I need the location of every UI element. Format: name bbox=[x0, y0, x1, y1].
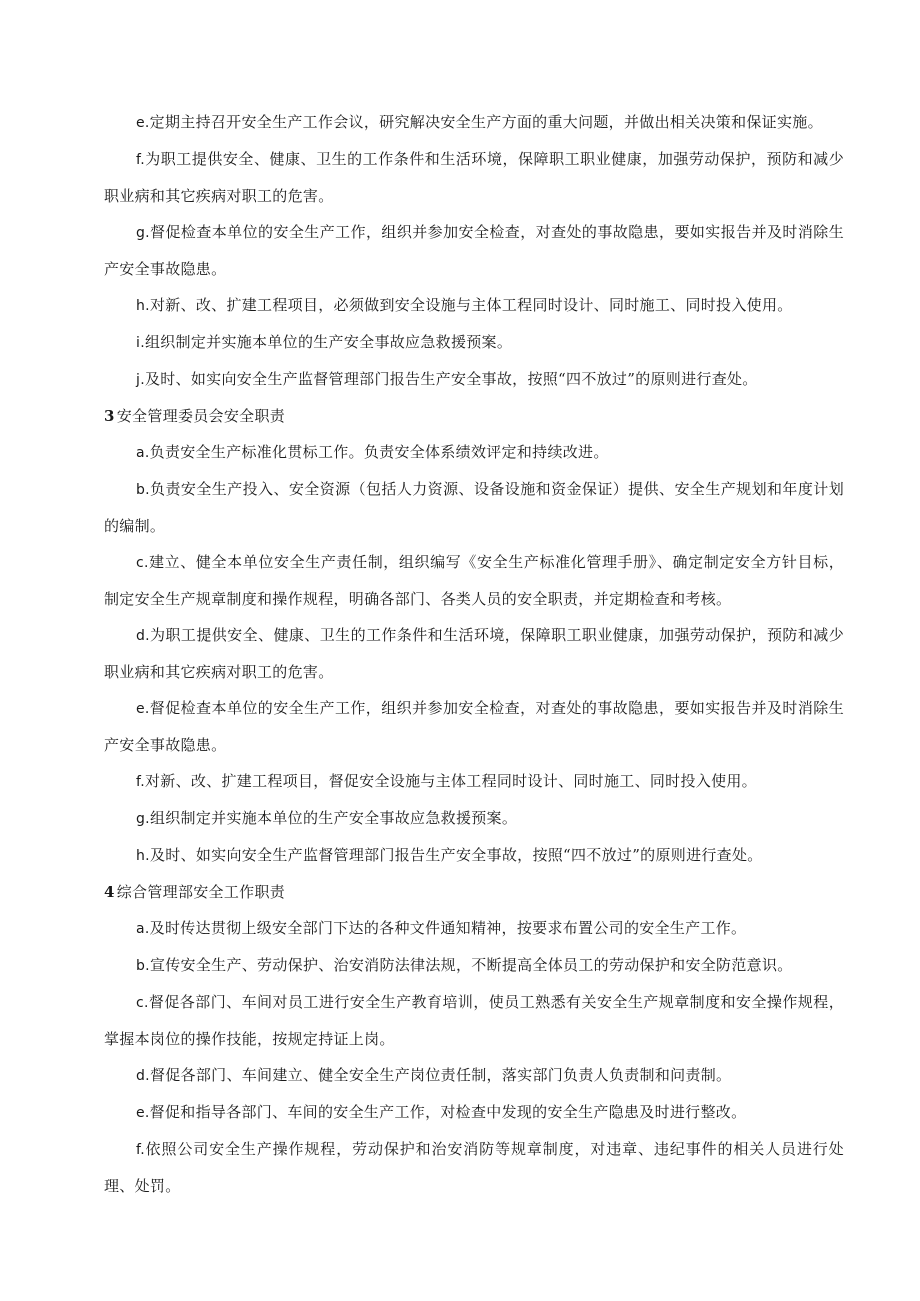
list-item: f.依照公司安全生产操作规程，劳动保护和治安消防等规章制度，对违章、违纪事件的相关人员进行处理、处罚。 bbox=[104, 1140, 844, 1195]
list-item: c.建立、健全本单位安全生产责任制，组织编写《安全生产标准化管理手册》、确定制定安全方针目标，制定安全生产规章制度和操作规程，明确各部门、各类人员的安全职责，并定期检查和考核。 bbox=[104, 553, 844, 608]
list-item: b.负责安全生产投入、安全资源（包括人力资源、设备设施和资金保证）提供、安全生产规划和年度计划的编制。 bbox=[104, 480, 844, 535]
list-item: i.组织制定并实施本单位的生产安全事故应急救援预案。 bbox=[136, 333, 513, 351]
list-item: g.组织制定并实施本单位的生产安全事故应急救援预案。 bbox=[136, 809, 518, 827]
list-item: f.对新、改、扩建工程项目，督促安全设施与主体工程同时设计、同时施工、同时投入使用。 bbox=[136, 772, 757, 790]
list-item: a.负责安全生产标准化贯标工作。负责安全体系绩效评定和持续改进。 bbox=[136, 443, 609, 461]
list-item: j.及时、如实向安全生产监督管理部门报告生产安全事故，按照“四不放过”的原则进行查处。 bbox=[136, 370, 758, 388]
section-safety-committee bbox=[104, 398, 844, 874]
list-item: b.宣传安全生产、劳动保护、治安消防法律法规，不断提高全体员工的劳动保护和安全防范意识。 bbox=[136, 956, 793, 974]
section-heading: 4 综合管理部安全工作职责 bbox=[104, 883, 286, 901]
list-item: c.督促各部门、车间对员工进行安全生产教育培训，使员工熟悉有关安全生产规章制度和安全操作规程，掌握本岗位的操作技能，按规定持证上岗。 bbox=[104, 993, 844, 1048]
list-item: e.定期主持召开安全生产工作会议，研究解决安全生产方面的重大问题，并做出相关决策和保证实施。 bbox=[136, 113, 823, 131]
list-item: d.督促各部门、车间建立、健全安全生产岗位责任制，落实部门负责人负责制和问责制。 bbox=[136, 1066, 732, 1084]
section-general-management bbox=[104, 874, 844, 1204]
section-continued bbox=[104, 104, 844, 398]
list-item: e.督促检查本单位的安全生产工作，组织并参加安全检查，对查处的事故隐患，要如实报告并及时消除生产安全事故隐患。 bbox=[104, 699, 844, 754]
list-item: h.对新、改、扩建工程项目，必须做到安全设施与主体工程同时设计、同时施工、同时投入使用。 bbox=[136, 296, 793, 314]
list-item: h.及时、如实向安全生产监督管理部门报告生产安全事故，按照“四不放过”的原则进行查处。 bbox=[136, 846, 763, 864]
document-body bbox=[104, 104, 844, 1204]
list-item: d.为职工提供安全、健康、卫生的工作条件和生活环境，保障职工职业健康，加强劳动保护，预防和减少职业病和其它疾病对职工的危害。 bbox=[104, 626, 844, 681]
list-item: e.督促和指导各部门、车间的安全生产工作，对检查中发现的安全生产隐患及时进行整改。 bbox=[136, 1103, 747, 1121]
list-item: g.督促检查本单位的安全生产工作，组织并参加安全检查，对查处的事故隐患，要如实报告并及时消除生产安全事故隐患。 bbox=[104, 223, 844, 278]
list-item: f.为职工提供安全、健康、卫生的工作条件和生活环境，保障职工职业健康，加强劳动保护，预防和减少职业病和其它疾病对职工的危害。 bbox=[104, 150, 844, 205]
section-heading: 3 安全管理委员会安全职责 bbox=[104, 407, 286, 425]
list-item: a.及时传达贯彻上级安全部门下达的各种文件通知精神，按要求布置公司的安全生产工作。 bbox=[136, 919, 747, 937]
